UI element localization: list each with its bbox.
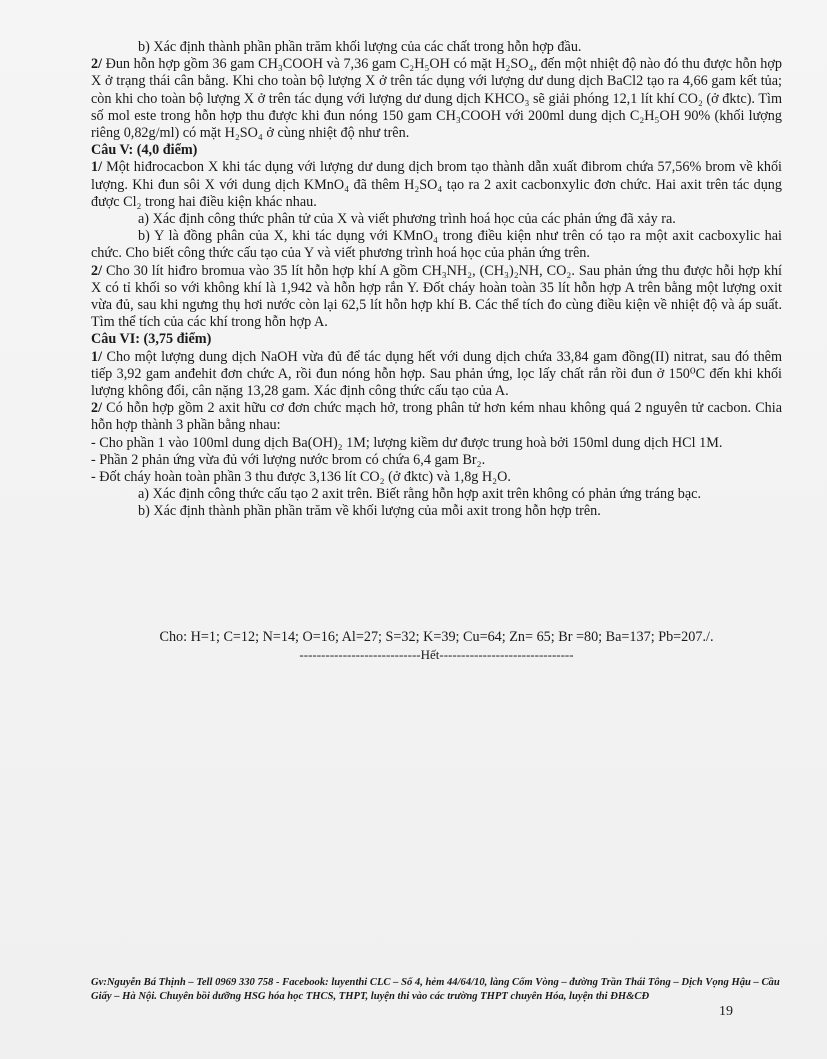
question-6-heading: Câu VI: (3,75 điểm)	[91, 331, 212, 348]
problem-text: Cho một lượng dung dịch NaOH vừa đủ để tác dụng hết với dung dịch chứa 33,84 gam đồng(II) nitrat, sau đó thêm tiếp 3,92 gam anđehit đơn chức A, rồi đun nóng hỗn hợp. Sau phản ứng, lọc lấy chất rắn rồi đun ở 150⁰C đến khi khối lượng không đổi, cân nặng 13,28 gam. Xác định công thức cấu tạo của A.	[91, 348, 782, 400]
bullet-part-2: - Phần 2 phản ứng vừa đủ với lượng nước brom có chứa 6,4 gam Br₂.	[91, 451, 486, 468]
bullet-part-1: - Cho phần 1 vào 100ml dung dịch Ba(OH)₂ 1M; lượng kiềm dư được trung hoà bởi 150ml dung dịch HCl 1M.	[91, 434, 723, 451]
q6-2-part-a: a) Xác định công thức cấu tạo 2 axit trên. Biết rằng hỗn hợp axit trên không có phản ứng tráng bạc.	[138, 486, 702, 503]
q6-2-part-b: b) Xác định thành phần phần trăm về khối lượng của mỗi axit trong hỗn hợp trên.	[138, 503, 601, 520]
q6-problem-1	[91, 349, 782, 401]
q5-1-part-b: b) Y là đồng phân của X, khi tác dụng với KMnO₄ trong điều kiện như trên có tạo ra một axit cacboxylic hai chức. Cho biết công thức cấu tạo của Y và viết phương trình hoá học của phản ứng trên.	[91, 228, 782, 262]
problem-2-paragraph	[91, 56, 782, 142]
page-number: 19	[719, 1004, 733, 1019]
end-marker: ----------------------------Hết-------------------------------	[299, 647, 574, 662]
problem-number: 2/	[91, 400, 103, 417]
document-body	[91, 39, 782, 521]
q5-problem-2	[91, 263, 782, 332]
q5-1-part-a: a) Xác định công thức phân tử của X và viết phương trình hoá học của các phản ứng đã xảy ra.	[138, 211, 676, 228]
problem-text: Một hiđrocacbon X khi tác dụng với lượng dư dung dịch brom tạo thành dẫn xuất đibrom chứa 57,56% brom về khối lượng. Khi đun sôi X với dung dịch KMnO₄ đã thêm H₂SO₄ tạo ra 2 axit cacbonxylic đơn chức. Hai axit trên tác dụng được Cl₂ trong hai điều kiện khác nhau.	[91, 159, 782, 210]
bullet-part-3: - Đốt cháy hoàn toàn phần 3 thu được 3,136 lít CO₂ (ở đktc) và 1,8g H₂O.	[91, 469, 511, 486]
footer-credit: Gv:Nguyễn Bá Thịnh – Tell 0969 330 758 - Facebook: luyenthi CLC – Số 4, hẻm 44/64/10, làng Cốm Vòng – đường Trần Thái Tông – Dịch Vọng Hậu – Cầu Giấy – Hà Nội. Chuyên bồi dưỡng HSG hóa học THCS, THPT, luyện thi vào các trường THPT chuyên Hóa, luyện thi ĐH&CĐ	[91, 977, 780, 1002]
problem-number: 2/	[91, 56, 103, 73]
problem-text: Cho 30 lít hiđro bromua vào 35 lít hỗn hợp khí A gồm CH₃NH₂, (CH₃)₂NH, CO₂. Sau phản ứng thu được hỗi hợp khí X có tỉ khối so với không khí là 1,942 và hỗn hợp rắn Y. Đốt cháy hoàn toàn 35 lít hỗn hợp A trên bằng một lượng oxit vừa đủ, sau khi ngưng thụ hơi nước còn lại 62,5 lít hỗn hợp khí B. Các thể tích đo cùng điều kiện về nhiệt độ và áp suất. Tìm thể tích của các khí trong hỗn hợp A.	[91, 262, 782, 331]
question-5-heading: Câu V: (4,0 điểm)	[91, 142, 198, 159]
atomic-masses-line: Cho: H=1; C=12; N=14; O=16; Al=27; S=32; K=39; Cu=64; Zn= 65; Br =80; Ba=137; Pb=207./.	[159, 629, 714, 645]
part-b-line: b) Xác định thành phần phần trăm khối lượng của các chất trong hỗn hợp đầu.	[138, 39, 582, 55]
problem-text: Đun hỗn hợp gồm 36 gam CH₃COOH và 7,36 gam C₂H₅OH có mặt H₂SO₄, đến một nhiệt độ nào đó thu được hỗn hợp X ở trạng thái cân bằng. Khi cho toàn bộ lượng X ở trên tác dụng với lượng dư dung dịch BaCl2 tạo ra 4,66 gam kết tủa; còn khi cho toàn bộ lượng X ở trên tác dụng với lượng dư dung dịch KHCO₃ sẽ giải phóng 12,1 lít khí CO₂ (ở đktc). Tìm số mol este trong hỗn hợp thu được khi đun nóng 150 gam CH₃COOH với 200ml dung dịch C₂H₅OH 90% (khối lượng riêng 0,82g/ml) có mặt H₂SO₄ ở cùng nhiệt độ như trên.	[91, 56, 782, 142]
q6-problem-2	[91, 400, 782, 434]
problem-number: 1/	[91, 348, 103, 365]
problem-number: 1/	[91, 159, 103, 176]
q5-problem-1	[91, 159, 782, 211]
problem-text: Có hỗn hợp gồm 2 axit hữu cơ đơn chức mạch hở, trong phân tử hơn kém nhau không quá 2 nguyên tử cacbon. Chia hỗn hợp thành 3 phần bằng nhau:	[91, 400, 782, 434]
problem-number: 2/	[91, 262, 103, 279]
